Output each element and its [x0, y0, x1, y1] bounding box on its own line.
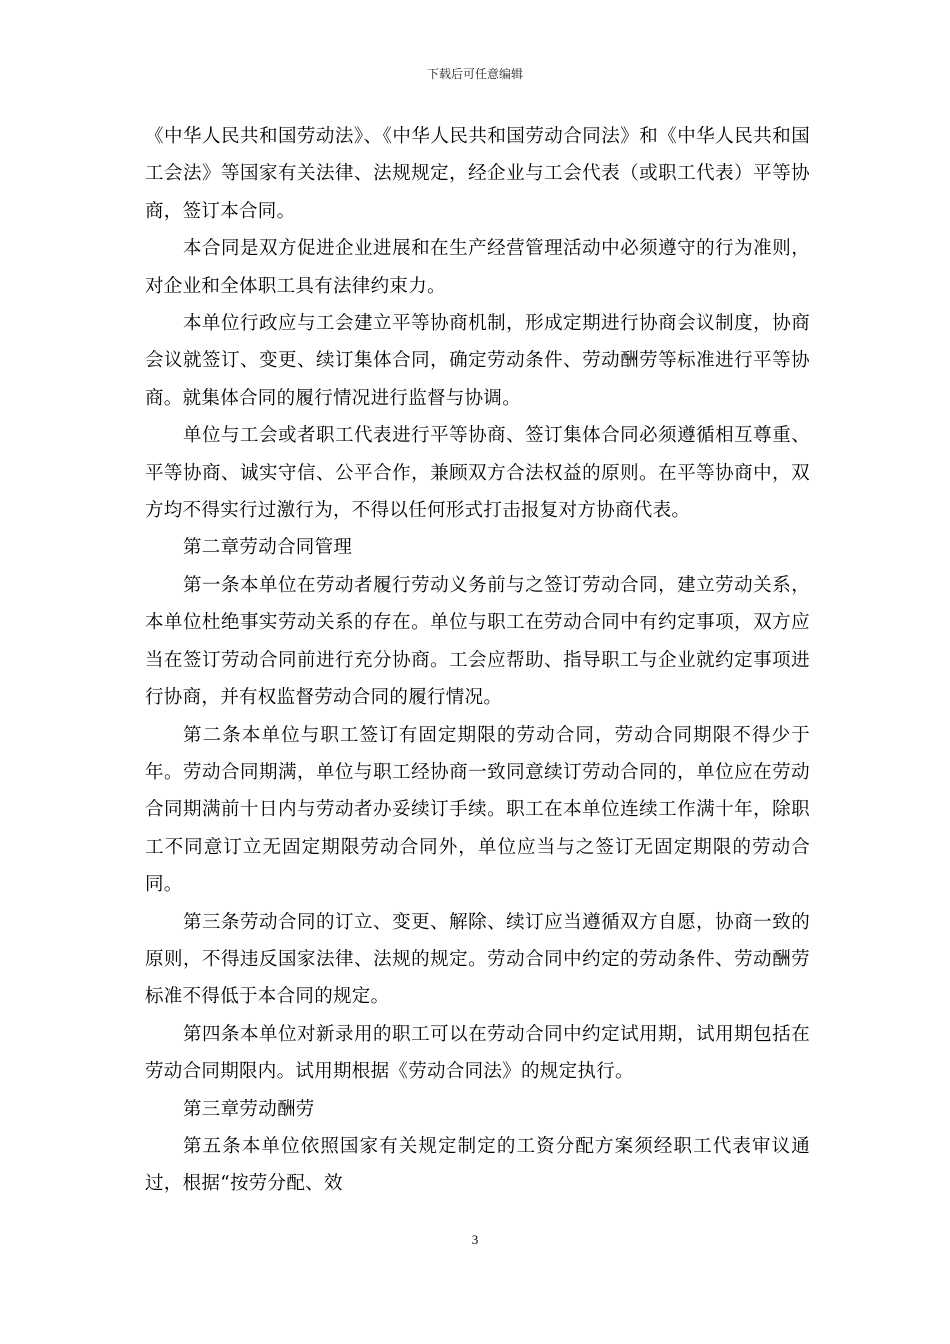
- chapter-heading-labor-contract: 第二章劳动合同管理: [183, 537, 353, 559]
- paragraph-consultation-mechanism: 本单位行政应与工会建立平等协商机制，形成定期进行协商会议制度，协商会议就签订、变更、续订集体合同，确定劳动条件、劳动酬劳等标准进行平等协商。就集体合同的履行情况进行监督与协调。: [145, 313, 810, 409]
- page-number: 3: [471, 1232, 479, 1247]
- paragraph-article-3: 第三条劳动合同的订立、变更、解除、续订应当遵循双方自愿，协商一致的原则，不得违反国家法律、法规的规定。劳动合同中约定的劳动条件、劳动酬劳标准不得低于本合同的规定。: [145, 911, 810, 1008]
- paragraph-negotiation-principles: 单位与工会或者职工代表进行平等协商、签订集体合同必须遵循相互尊重、平等协商、诚实守信、公平合作，兼顾双方合法权益的原则。在平等协商中，双方均不得实行过激行为，不得以任何形式打击报复对方协商代表。: [145, 425, 810, 522]
- document-body: [145, 118, 810, 1203]
- paragraph-article-4: 第四条本单位对新录用的职工可以在劳动合同中约定试用期，试用期包括在劳动合同期限内。试用期根据《劳动合同法》的规定执行。: [145, 1023, 810, 1083]
- chapter-heading-remuneration: 第三章劳动酬劳: [183, 1098, 315, 1120]
- paragraph-binding-force: 本合同是双方促进企业进展和在生产经营管理活动中必须遵守的行为准则，对企业和全体职工具有法律约束力。: [145, 238, 810, 297]
- paragraph-article-5: 第五条本单位依照国家有关规定制定的工资分配方案须经职工代表审议通过，根据“按劳分配、效: [145, 1135, 810, 1195]
- paragraph-article-1: 第一条本单位在劳动者履行劳动义务前与之签订劳动合同，建立劳动关系，本单位杜绝事实劳动关系的存在。单位与职工在劳动合同中有约定事项，双方应当在签订劳动合同前进行充分协商。工会应帮助、指导职工与企业就约定事项进行协商，并有权监督劳动合同的履行情况。: [145, 574, 810, 709]
- paragraph-article-2: 第二条本单位与职工签订有固定期限的劳动合同，劳动合同期限不得少于年。劳动合同期满，单位与职工经协商一致同意续订劳动合同的，单位应在劳动合同期满前十日内与劳动者办妥续订手续。职工在本单位连续工作满十年，除职工不同意订立无固定期限劳动合同外，单位应当与之签订无固定期限的劳动合同。: [145, 724, 810, 896]
- page-header: 下载后可任意编辑: [426, 67, 523, 81]
- paragraph-intro: 《中华人民共和国劳动法》、《中华人民共和国劳动合同法》和《中华人民共和国工会法》等国家有关法律、法规规定，经企业与工会代表（或职工代表）平等协商，签订本合同。: [145, 126, 810, 222]
